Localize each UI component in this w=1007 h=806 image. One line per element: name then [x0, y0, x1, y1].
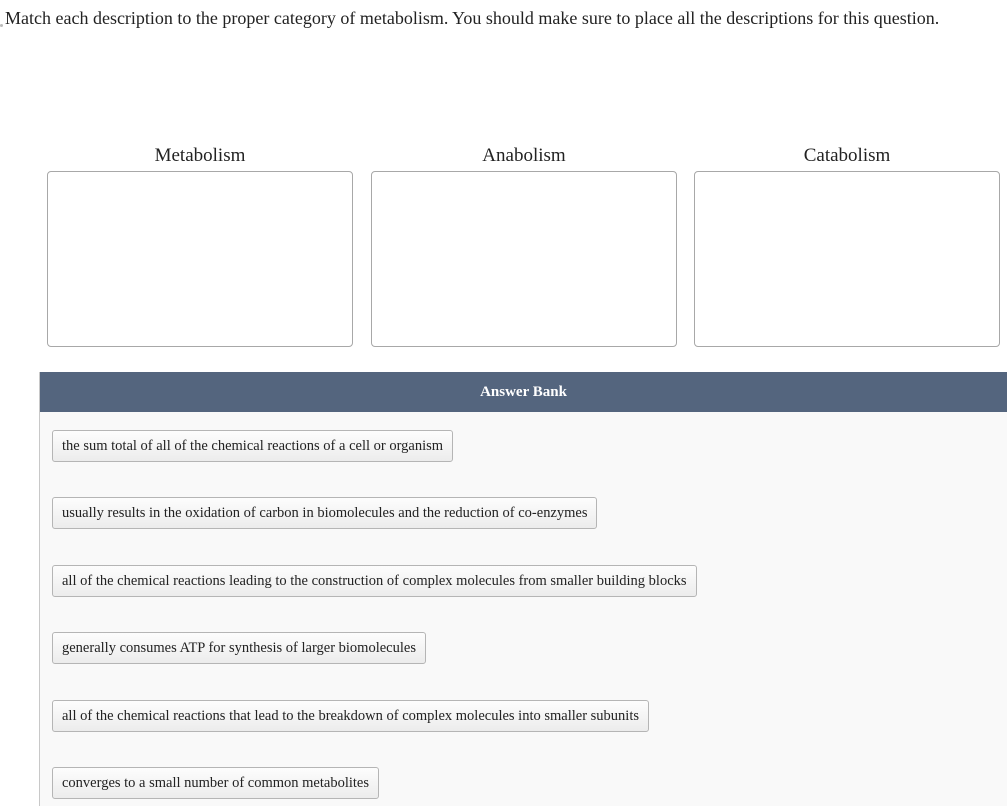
- dropzone-anabolism[interactable]: [371, 171, 677, 347]
- category-targets: [47, 141, 999, 349]
- answer-chip[interactable]: converges to a small number of common metabolites: [52, 767, 379, 799]
- answer-bank-title: Answer Bank: [40, 372, 1007, 412]
- answer-chip[interactable]: the sum total of all of the chemical reactions of a cell or organism: [52, 430, 453, 462]
- answer-chip[interactable]: generally consumes ATP for synthesis of larger biomolecules: [52, 632, 426, 664]
- category-label-catabolism: Catabolism: [803, 145, 891, 166]
- answer-chip[interactable]: all of the chemical reactions leading to the construction of complex molecules from smaller building blocks: [52, 565, 697, 597]
- category-metabolism: [47, 141, 353, 347]
- question-prompt: Match each description to the proper category of metabolism. You should make sure to place all the descriptions for this question.: [5, 8, 940, 28]
- answer-chip[interactable]: usually results in the oxidation of carbon in biomolecules and the reduction of co-enzymes: [52, 497, 597, 529]
- answer-bank: [39, 372, 1007, 806]
- answer-chip[interactable]: all of the chemical reactions that lead to the breakdown of complex molecules into smaller subunits: [52, 700, 649, 732]
- dropzone-catabolism[interactable]: [694, 171, 1000, 347]
- category-anabolism: [371, 141, 677, 347]
- category-label-metabolism: Metabolism: [154, 145, 246, 166]
- dropzone-metabolism[interactable]: [47, 171, 353, 347]
- category-label-anabolism: Anabolism: [482, 145, 566, 166]
- category-catabolism: [694, 141, 1000, 347]
- question-marker: [0, 24, 3, 27]
